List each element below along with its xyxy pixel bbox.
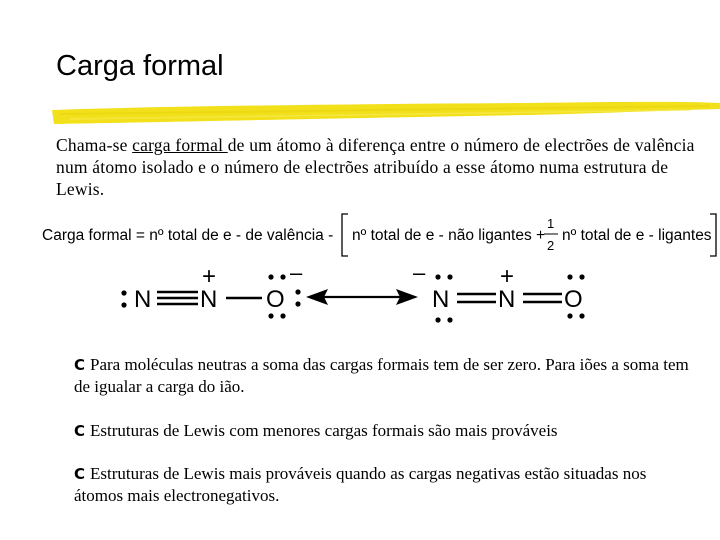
fraction-denominator: 2: [547, 238, 555, 253]
negative-charge: –: [413, 262, 426, 285]
lewis-resonance-diagram: [110, 262, 600, 328]
lone-pair-dot: [280, 274, 285, 279]
atom-n1-left: N: [134, 286, 152, 313]
lone-pair-dot: [295, 301, 300, 306]
lone-pair-dot: [579, 274, 584, 279]
atom-o-right: O: [564, 286, 583, 313]
bullet-neutral-molecules: [74, 354, 694, 397]
intro-paragraph: [56, 134, 696, 200]
intro-prefix: Chama-se: [56, 135, 133, 155]
slide-title: Carga formal: [56, 50, 224, 82]
bullet-text: Estruturas de Lewis mais prováveis quando as cargas negativas estão situadas nos átomos mais electronegativos.: [74, 464, 647, 505]
lewis-structure-left: [121, 262, 303, 319]
formal-charge-formula: [42, 206, 720, 260]
positive-charge: +: [500, 263, 515, 290]
bullet-text: Estruturas de Lewis com menores cargas formais são mais prováveis: [90, 421, 558, 440]
c-bullet-icon: C: [74, 356, 86, 374]
lone-pair-dot: [435, 317, 440, 322]
lone-pair-dot: [295, 289, 300, 294]
c-bullet-icon: C: [74, 422, 86, 440]
atom-n1-right: N: [432, 286, 450, 313]
lone-pair-dot: [447, 317, 452, 322]
positive-charge: +: [202, 263, 217, 290]
fraction-numerator: 1: [547, 216, 555, 231]
atom-n2-right: N: [498, 286, 516, 313]
intro-term: carga formal: [132, 135, 228, 155]
lone-pair-dot: [579, 313, 584, 318]
lone-pair-dot: [268, 313, 273, 318]
bullet-negative-charges: [74, 463, 694, 506]
lewis-structure-right: [413, 262, 585, 323]
atom-n2-left: N: [200, 286, 218, 313]
intro-rest: de um átomo à diferença entre o número de electrões de valência num átomo isolado e o número de electrões atribuído a esse átomo numa estrutura de Lewis.: [56, 135, 695, 199]
lone-pair-dot: [435, 274, 440, 279]
bullet-text: Para moléculas neutras a soma das cargas formais tem de ser zero. Para iões a soma tem de igualar a carga do ião.: [74, 355, 689, 396]
c-bullet-icon: C: [74, 465, 86, 483]
bullet-lower-charges: [74, 420, 694, 442]
atom-o-left: O: [266, 286, 285, 313]
lone-pair-dot: [567, 274, 572, 279]
left-bracket: [342, 214, 348, 256]
lone-pair-dot: [268, 274, 273, 279]
lone-pair-dot: [121, 290, 126, 295]
negative-charge: –: [290, 262, 303, 285]
lone-pair-dot: [280, 313, 285, 318]
lone-pair-dot: [567, 313, 572, 318]
lone-pair-dot: [121, 302, 126, 307]
formula-lhs: Carga formal = nº total de e - de valência -: [42, 227, 334, 244]
formula-term2: nº total de e - ligantes: [562, 227, 712, 244]
lone-pair-dot: [447, 274, 452, 279]
formula-term1: nº total de e - não ligantes +: [352, 227, 546, 244]
resonance-arrow: [306, 289, 418, 305]
title-underline-brushstroke: [50, 100, 720, 126]
